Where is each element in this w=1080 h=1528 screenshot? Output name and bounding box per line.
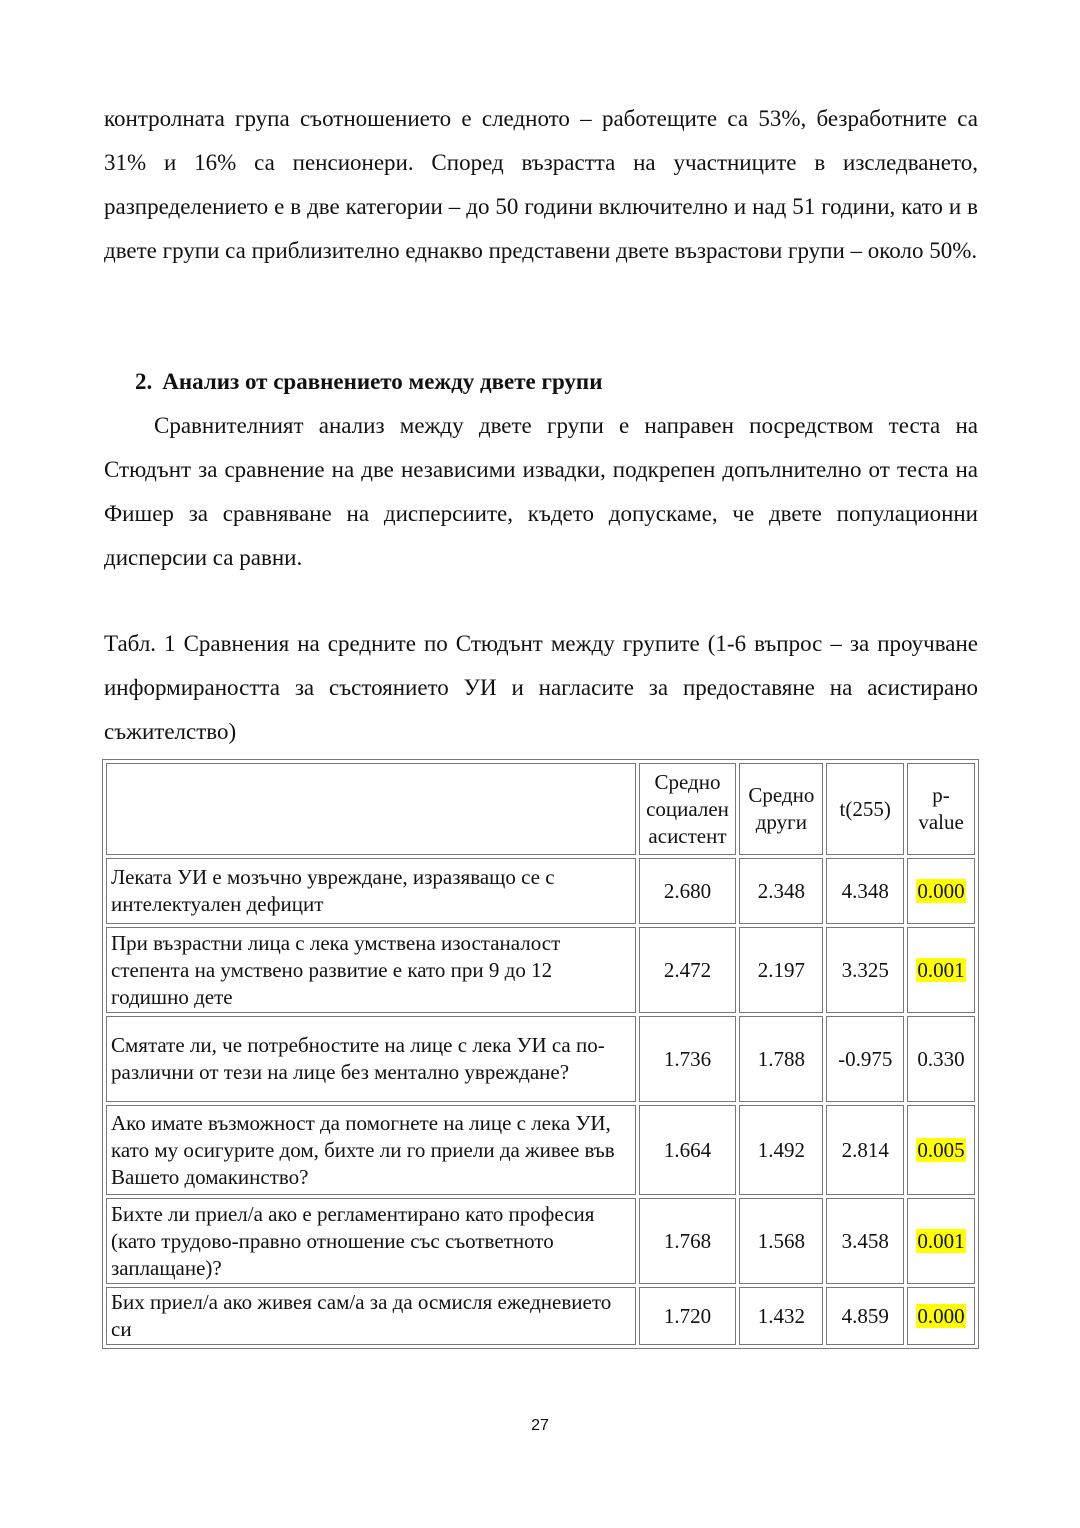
t-cell: 4.348 (826, 858, 904, 924)
question-cell: При възрастни лица с лека умствена изостаналост степента на умствено развитие е като при 9 до 12 годишно дете (106, 927, 636, 1013)
question-cell: Смятате ли, че потребностите на лице с лека УИ са по-различни от тези на лице без ментално увреждане? (106, 1016, 636, 1102)
p-value-cell: 0.330 (907, 1016, 975, 1102)
mean-assistant-cell: 1.768 (639, 1198, 737, 1284)
p-value-highlighted: 0.001 (917, 1228, 965, 1253)
table-row (106, 1105, 975, 1195)
p-value-cell (907, 927, 975, 1013)
header-mean-assistant: Средно социален асистент (639, 763, 737, 855)
p-value-cell (907, 1198, 975, 1284)
mean-assistant-cell: 2.680 (639, 858, 737, 924)
section-title: Анализ от сравнението между двете групи (162, 369, 603, 394)
p-value-highlighted: 0.005 (917, 1137, 965, 1162)
table-row (106, 1287, 975, 1345)
p-value-cell (907, 1287, 975, 1345)
header-t-stat: t(255) (826, 763, 904, 855)
p-value-highlighted: 0.000 (917, 878, 965, 903)
page-number: 27 (531, 1417, 549, 1434)
mean-others-cell: 2.348 (739, 858, 823, 924)
mean-others-cell: 1.492 (739, 1105, 823, 1195)
table-row (106, 1016, 975, 1102)
mean-others-cell: 2.197 (739, 927, 823, 1013)
mean-assistant-cell: 1.736 (639, 1016, 737, 1102)
question-cell: Бихте ли приел/а ако е регламентирано като професия (като трудово-правно отношение със съответното заплащане)? (106, 1198, 636, 1284)
header-p-value: p-value (907, 763, 975, 855)
question-cell: Леката УИ е мозъчно увреждане, изразяващо се с интелектуален дефицит (106, 858, 636, 924)
mean-others-cell: 1.568 (739, 1198, 823, 1284)
results-table (102, 759, 979, 1349)
p-value-highlighted: 0.001 (917, 957, 965, 982)
question-cell: Бих приел/а ако живея сам/а за да осмисля ежедневието си (106, 1287, 636, 1345)
table-row (106, 927, 975, 1013)
mean-others-cell: 1.788 (739, 1016, 823, 1102)
p-value-cell (907, 858, 975, 924)
p-value-cell (907, 1105, 975, 1195)
header-mean-others: Средно други (739, 763, 823, 855)
mean-assistant-cell: 1.720 (639, 1287, 737, 1345)
mean-assistant-cell: 2.472 (639, 927, 737, 1013)
intro-paragraph: контролната група съотношението е следното – работещите са 53%, безработните са 31% и 16% са пенсионери. Според възрастта на участниците в изследването, разпределението е в две категории – до 50 години включително и над 51 години, като и в двете групи са приблизително еднакво представени двете възрастови групи – около 50%. (104, 106, 978, 263)
mean-assistant-cell: 1.664 (639, 1105, 737, 1195)
table-header-row (106, 763, 975, 855)
table-row (106, 1198, 975, 1284)
table-caption: Табл. 1 Сравнения на средните по Стюдънт между групите (1-6 въпрос – за проучване информираността за състоянието УИ и нагласите за предоставяне на асистирано съжителство) (104, 631, 978, 744)
mean-others-cell: 1.432 (739, 1287, 823, 1345)
t-cell: 4.859 (826, 1287, 904, 1345)
p-value-highlighted: 0.000 (917, 1303, 965, 1328)
t-cell: 3.325 (826, 927, 904, 1013)
section-paragraph: Сравнителният анализ между двете групи е направен посредством теста на Стюдънт за сравнение на две независими извадки, подкрепен допълнително от теста на Фишер за сравняване на дисперсиите, където допускаме, че двете популационни дисперсии са равни. (104, 413, 978, 570)
t-cell: 3.458 (826, 1198, 904, 1284)
section-number: 2. (135, 369, 153, 394)
table-row (106, 858, 975, 924)
t-cell: -0.975 (826, 1016, 904, 1102)
question-cell: Ако имате възможност да помогнете на лице с лека УИ, като му осигурите дом, бихте ли го приели да живее във Вашето домакинство? (106, 1105, 636, 1195)
header-empty-cell (106, 763, 636, 855)
t-cell: 2.814 (826, 1105, 904, 1195)
section-heading (135, 364, 602, 400)
